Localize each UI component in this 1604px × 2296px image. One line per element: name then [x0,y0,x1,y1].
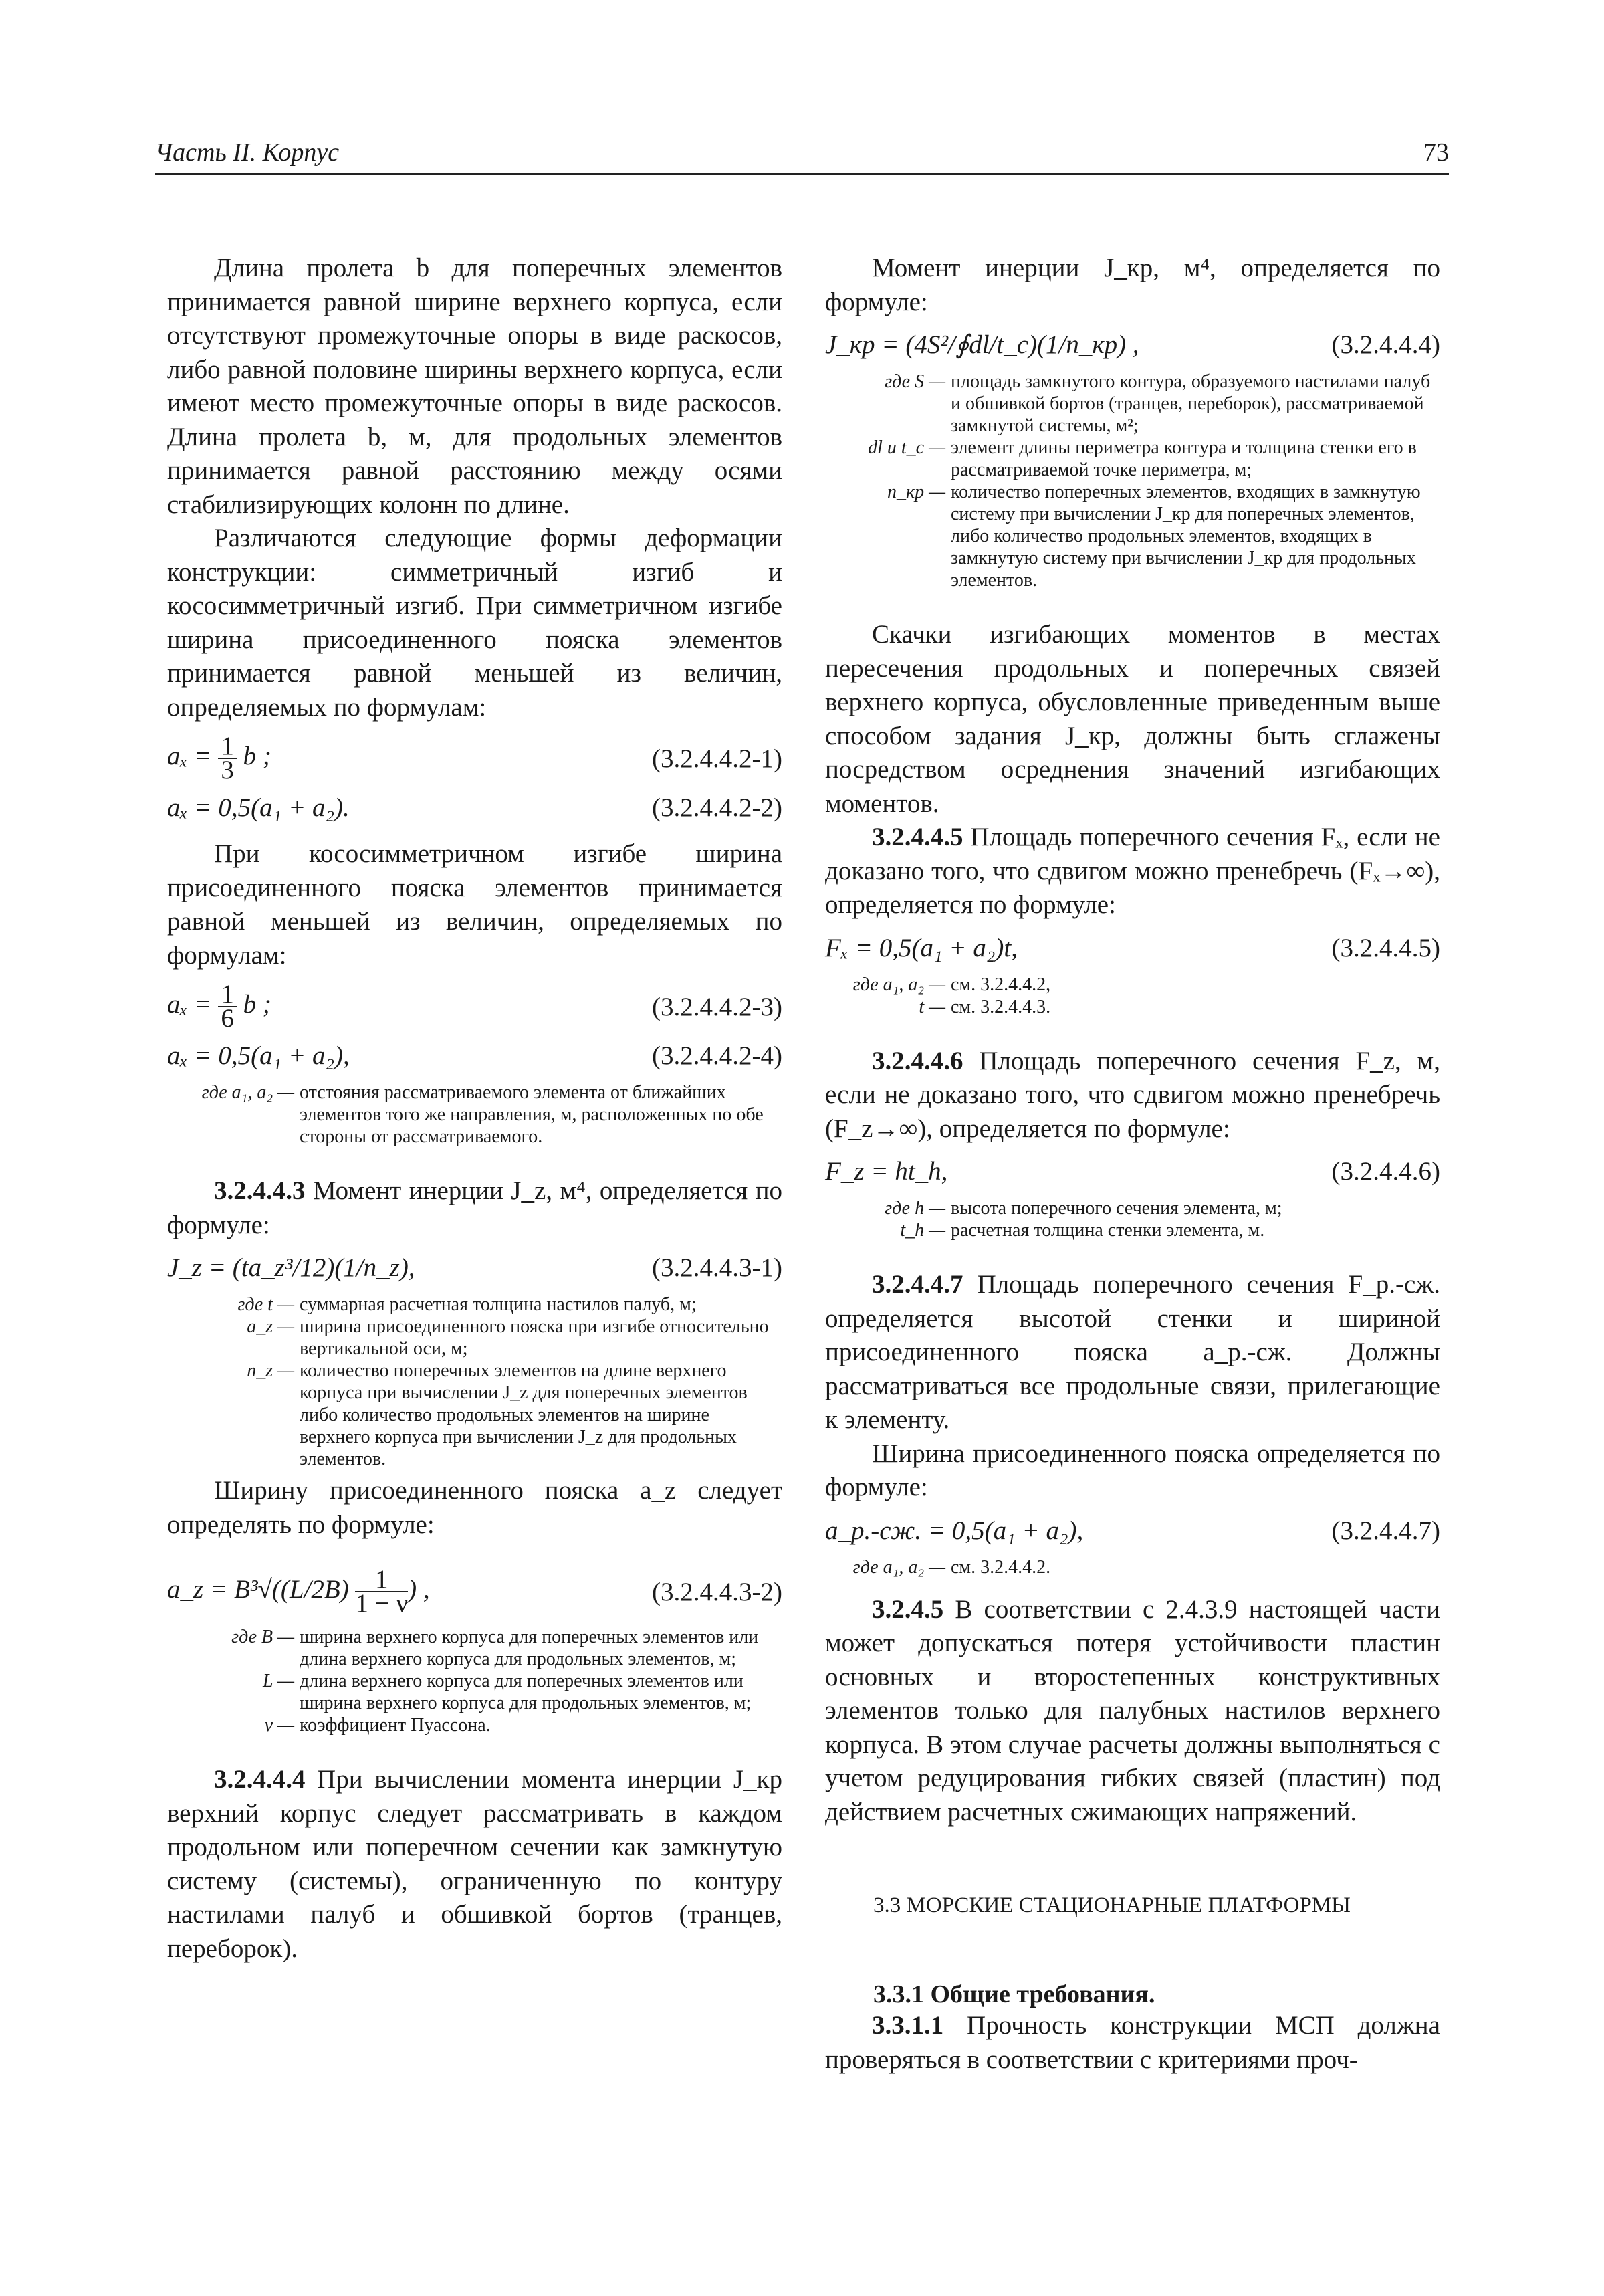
formula-number: (3.2.4.4.2-2) [652,793,782,822]
formula-3-2-4-4-7: a_р.-сж. = 0,5(a₁ + a₂), (3.2.4.4.7) [825,1516,1440,1545]
where-block-fz: где h — высота поперечного сечения элемента, м; t_h — расчетная толщина стенки элемента, м. [885,1198,1282,1241]
where-block-ap: где a₁, a₂ — см. 3.2.4.4.2. [852,1556,1051,1578]
formula-3-2-4-4-2-4: aₓ = 0,5(a₁ + a₂), (3.2.4.4.2-4) [167,1041,782,1070]
header-rule [155,173,1449,175]
formula-3-2-4-4-3-2: a_z = B³√((L/2B) $\frac{1}{1 - \nu}$ ) , (3.2.4.4.3-2) [167,1565,782,1618]
left-column [167,251,782,1966]
where-block-fx: где a₁, a₂ — см. 3.2.4.4.2, t — см. 3.2.4.4.3. [852,974,1051,1017]
formula-3-2-4-4-4: J_кр = (4S²/∮dl/t_c)(1/n_кр) , (3.2.4.4.4) [825,330,1440,359]
paragraph-3-2-4-4-3: 3.2.4.4.3 Момент инерции J_z, м⁴, определяется по формуле: [167,1176,782,1239]
where-block-jz: где t — суммарная расчетная толщина настилов палуб, м; a_z — ширина присоединенного пояска при изгибе относительно вертикальной оси, м; n_z — количество поперечных элементов на длине верхнего корпуса при вычислении J_z для поперечных элементов либо количество продольных элементов на ширине верхнего корпуса при вычислении J_z для продольных элементов. [237,1294,769,1469]
formula-number: (3.2.4.4.7) [1331,1516,1440,1545]
formula-number: (3.2.4.4.2-4) [652,1041,782,1070]
paragraph-deformation-forms: Различаются следующие формы деформации конструкции: симметричный изгиб и кососимметричный изгиб. При симметричном изгибе ширина присоединенного пояска элементов принимается равной меньшей из величин, определяемых по формулам: [167,524,782,722]
fraction: $\frac{1}{1 - \nu}$ [355,1565,409,1618]
formula-lhs: aₓ = [167,741,219,770]
paragraph-az-width: Ширину присоединенного пояска a_z следует определять по формуле: [167,1476,782,1539]
paragraph-3-2-4-4-4: 3.2.4.4.4 При вычислении момента инерции J_кр верхний корпус следует рассматривать в каждом продольном или поперечном сечении как замкнутую систему (системы), ограниченную по контуру настилами палуб и обшивкой бортов (транцев, переборок). [167,1765,782,1963]
right-column [825,251,1440,2077]
formula-3-2-4-4-6: F_z = ht_h, (3.2.4.4.6) [825,1157,1440,1186]
formula-number: (3.2.4.4.2-1) [652,744,782,773]
paragraph-3-2-4-4-7: 3.2.4.4.7 Площадь поперечного сечения F_р.-сж. определяется высотой стенки и шириной присоединенного пояска a_р.-сж. Должны рассматриваться все продольные связи, прилегающие к элементу. [825,1270,1440,1434]
running-title: Часть II. Корпус [155,138,340,167]
formula-number: (3.2.4.4.3-2) [652,1577,782,1606]
subsection-title-3-3-1: 3.3.1 Общие требования. [873,1980,1155,2008]
formula-3-2-4-4-2-1: aₓ = $\frac{1}{3}$ b ; (3.2.4.4.2-1) [167,732,782,785]
formula-number: (3.2.4.4.3-1) [652,1253,782,1282]
paragraph-3-3-1-1: 3.3.1.1 Прочность конструкции МСП должна проверяться в соответствии с критериями проч- [825,2011,1440,2074]
paragraph-3-2-4-4-5: 3.2.4.4.5 Площадь поперечного сечения Fₓ, если не доказано того, что сдвигом можно пренебречь (Fₓ→∞), определяется по формуле: [825,823,1440,919]
where-block-jkr: где S — площадь замкнутого контура, образуемого настилами палуб и обшивкой бортов (транцев, переборок), рассматриваемой замкнутой системы, м²; dl и t_c — элемент длины периметра контура и толщина стенки его в рассматриваемой точке периметра, м; n_кр — количество поперечных элементов, входящих в замкнутую систему при вычислении J_кр для поперечных элементов, либо количество продольных элементов, входящих в замкнутую систему при вычислении J_кр для продольных элементов. [868,371,1431,591]
paragraph-jkr-intro: Момент инерции J_кр, м⁴, определяется по формуле: [825,253,1440,316]
paragraph-moment-jumps: Скачки изгибающих моментов в местах пересечения продольных и поперечных связей верхнего корпуса, обусловленные приведенным выше способом задания J_кр, должны быть сглажены посредством осреднения значений изгибающих моментов. [825,620,1440,818]
formula-number: (3.2.4.4.6) [1331,1157,1440,1186]
page-number: 73 [1423,138,1449,167]
fraction: $\frac{1}{6}$ [218,983,237,1030]
paragraph-3-2-4-5: 3.2.4.5 В соответствии с 2.4.3.9 настоящей части может допускаться потеря устойчивости пластин основных и второстепенных конструктивных элементов только для палубных настилов верхнего корпуса. В этом случае расчеты должны выполняться с учетом редуцирования гибких связей (пластин) под действием расчетных сжимающих напряжений. [825,1594,1440,1827]
paragraph-flange-width: Ширина присоединенного пояска определяется по формуле: [825,1439,1440,1501]
where-block-az: где B — ширина верхнего корпуса для поперечных элементов или длина верхнего корпуса для продольных элементов, м; L — длина верхнего корпуса для поперечных элементов или ширина верхнего корпуса для продольных элементов, м; ν — коэффициент Пуассона. [231,1627,759,1736]
formula-3-2-4-4-2-2: aₓ = 0,5(a₁ + a₂). (3.2.4.4.2-2) [167,793,782,822]
paragraph-3-2-4-4-6: 3.2.4.4.6 Площадь поперечного сечения F_z, м, если не доказано того, что сдвигом можно пренебречь (F_z→∞), определяется по формуле: [825,1046,1440,1143]
formula-number: (3.2.4.4.4) [1331,330,1440,359]
section-title-3-3: 3.3 МОРСКИЕ СТАЦИОНАРНЫЕ ПЛАТФОРМЫ [873,1893,1351,1917]
where-block-a1-a2: где a₁, a₂ — отстояния рассматриваемого элемента от ближайших элементов того же направления, м, расположенных по обе стороны от рассматриваемого. [201,1082,764,1147]
fraction: $\frac{1}{3}$ [218,735,237,782]
formula-3-2-4-4-5: Fₓ = 0,5(a₁ + a₂)t, (3.2.4.4.5) [825,933,1440,962]
paragraph-span-length: Длина пролета b для поперечных элементов принимается равной ширине верхнего корпуса, если отсутствуют промежуточные опоры в виде раскосов, либо равной половине ширины верхнего корпуса, если имеют место промежуточные опоры в виде раскосов. Длина пролета b, м, для продольных элементов принимается равной расстоянию между осями стабилизирующих колонн по длине. [167,253,782,519]
formula-number: (3.2.4.4.5) [1331,933,1440,962]
paragraph-skew-bending: При кососимметричном изгибе ширина присоединенного пояска элементов принимается равной меньшей из величин, определяемых по формулам: [167,839,782,970]
formula-3-2-4-4-2-3: aₓ = $\frac{1}{6}$ b ; (3.2.4.4.2-3) [167,980,782,1033]
formula-number: (3.2.4.4.2-3) [652,992,782,1021]
formula-3-2-4-4-3-1: J_z = (ta_z³/12)(1/n_z), (3.2.4.4.3-1) [167,1253,782,1282]
